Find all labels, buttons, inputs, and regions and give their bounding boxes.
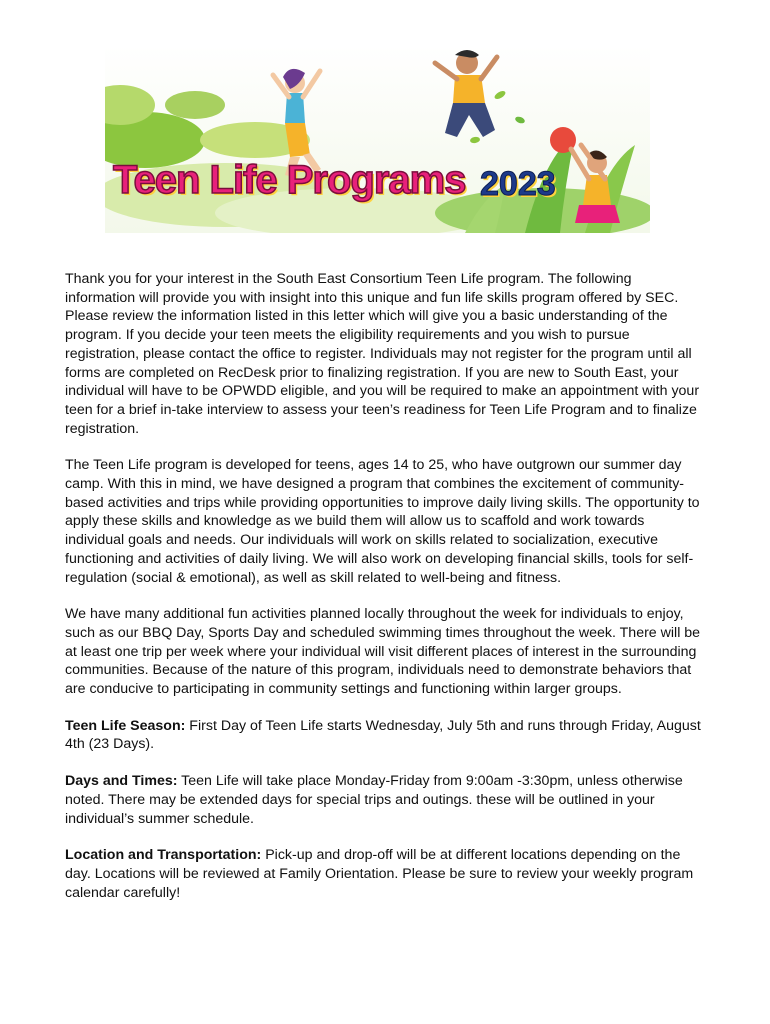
days-paragraph (65, 772, 705, 828)
banner (105, 45, 650, 233)
days-text: Teen Life will take place Monday-Friday from 9:00am -3:30pm, unless otherwise noted. There may be extended days for special trips and outings. these will be outlined in your individual’s summer schedule. (65, 773, 683, 827)
location-text: Pick-up and drop-off will be at different locations depending on the day. Locations will be reviewed at Family Orientation. Please be sure to review your weekly program calendar carefully! (65, 847, 694, 901)
banner-year: 2023 (480, 165, 556, 203)
season-label: Teen Life Season: (65, 717, 186, 734)
banner-title: Teen Life Programs (113, 158, 466, 202)
program-paragraph: The Teen Life program is developed for teens, ages 14 to 25, who have outgrown our summer day camp. With this in mind, we have designed a program that combines the excitement of community-based activities and trips while providing opportunities to improve daily living skills. The opportunity to apply these skills and knowledge as we build them will allow us to scaffold and work towards individual goals and needs. Our individuals will work on skills related to socialization, executive functioning and activities of daily living. We will also work on developing financial skills, tools for self-regulation (social & emotional), as well as skill related to well-being and fitness. (65, 457, 700, 586)
days-label: Days and Times: (65, 773, 178, 790)
season-paragraph (65, 717, 705, 754)
season-text: First Day of Teen Life starts Wednesday, July 5th and runs through Friday, August 4th (23 Days). (65, 717, 701, 753)
activities-paragraph: We have many additional fun activities planned locally throughout the week for individuals to enjoy, such as our BBQ Day, Sports Day and scheduled swimming times throughout the week. There will be at least one trip per week where your individual will visit different places of interest in the surrounding communities. Because of the nature of this program, individuals need to demonstrate behaviors that are conducive to participating in community settings and functioning within larger groups. (65, 606, 701, 698)
banner-illustration (105, 45, 650, 233)
location-label: Location and Transportation: (65, 847, 262, 864)
letter-body (65, 270, 705, 920)
location-paragraph (65, 846, 705, 902)
intro-paragraph: Thank you for your interest in the South East Consortium Teen Life program. The following information will provide you with insight into this unique and fun life skills program offered by SEC. Please review the information listed in this letter which will give you a basic understanding of the program. If you decide your teen meets the eligibility requirements and you wish to pursue registration, please contact the office to register. Individuals may not register for the program until all forms are completed on RecDesk prior to finalizing registration. If you are new to South East, your individual will have to be OPWDD eligible, and you will be required to make an appointment with your teen for a brief in-take interview to assess your teen’s readiness for Teen Life Program and to finalize registration. (65, 271, 700, 437)
